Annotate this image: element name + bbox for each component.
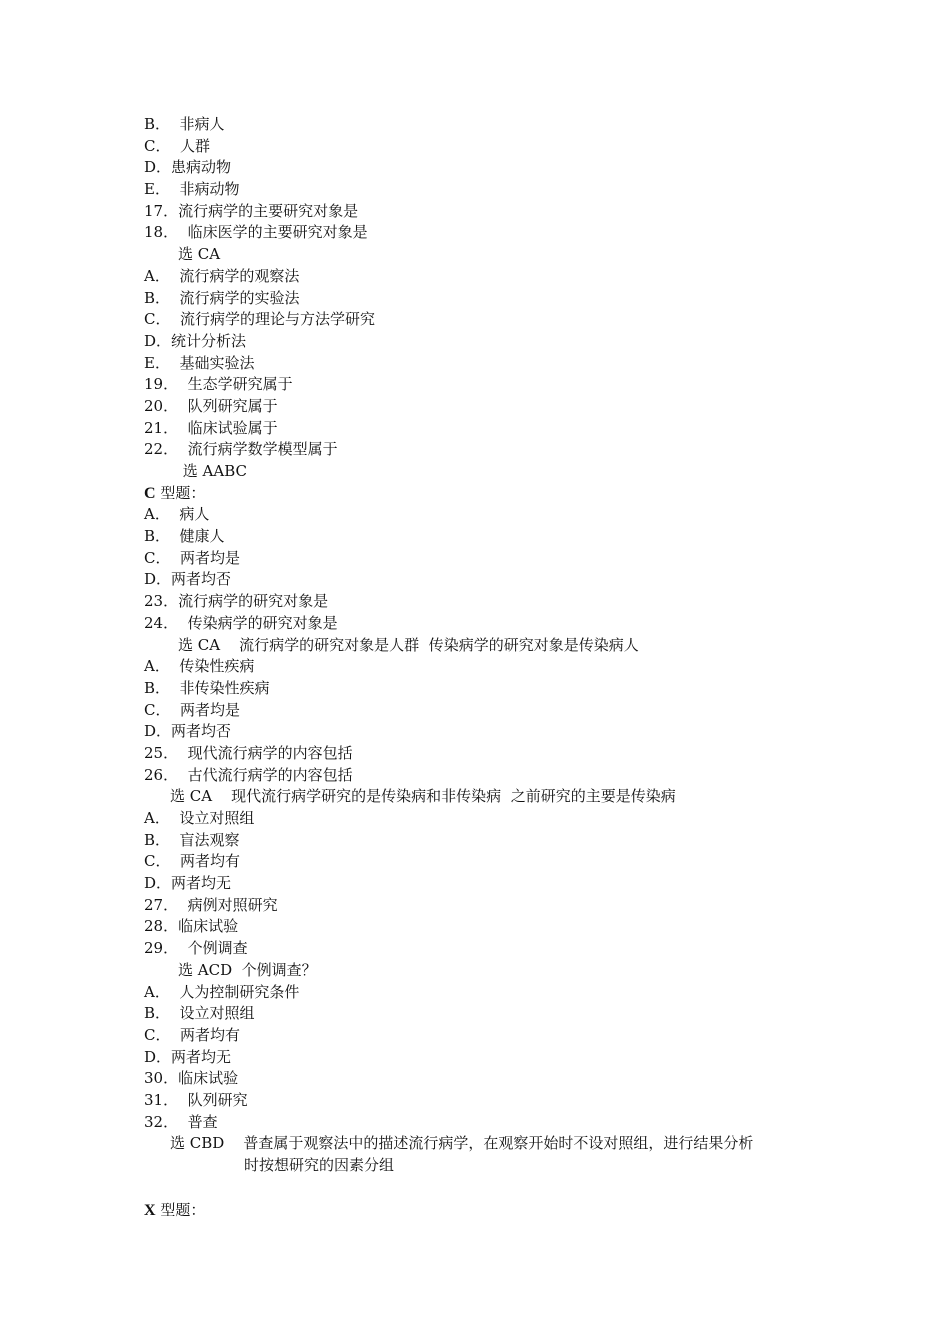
question-line: 21． 临床试验属于 [144,418,278,437]
section-heading-letter: C [144,484,156,502]
section-heading-letter: X [144,1201,156,1219]
question-line: D．患病动物 [144,158,232,177]
question-line: D．两者均无 [144,1047,232,1066]
question-line: A． 传染性疾病 [144,657,255,676]
question-line: 17．流行病学的主要研究对象是 [144,201,359,220]
question-line: B． 非传染性疾病 [144,678,270,697]
question-line: B． 盲法观察 [144,830,240,849]
section-heading [144,1200,844,1222]
question-line: C． 两者均是 [144,700,241,719]
question-line: 19． 生态学研究属于 [144,375,293,394]
question-line: B． 设立对照组 [144,1004,255,1023]
question-line: 20． 队列研究属于 [144,396,278,415]
question-line: D．两者均否 [144,570,232,589]
question-line: A． 流行病学的观察法 [144,266,300,285]
question-line: 25． 现代流行病学的内容包括 [144,743,353,762]
question-line: A． 人为控制研究条件 [144,982,300,1001]
question-line: E． 非病动物 [144,180,240,199]
question-line: D．两者均否 [144,722,232,741]
answer-continuation: 时按想研究的因素分组 [244,1156,395,1174]
blank-gap [144,1177,844,1200]
question-line: 23．流行病学的研究对象是 [144,592,329,611]
question-line: 22． 流行病学数学模型属于 [144,440,338,459]
question-line: 24． 传染病学的研究对象是 [144,613,338,632]
question-line: 18． 临床医学的主要研究对象是 [144,223,368,242]
answer-line: 选 ACD 个例调查？ [178,960,317,979]
question-line: D．两者均无 [144,874,232,893]
question-line: C． 流行病学的理论与方法学研究 [144,310,376,329]
question-line: 28．临床试验 [144,917,239,936]
answer-line: 选 AABC [178,462,247,480]
question-line: 30．临床试验 [144,1069,239,1088]
question-line: D．统计分析法 [144,331,247,350]
question-line: A． 病人 [144,505,210,524]
question-line: 27． 病例对照研究 [144,895,278,914]
answer-line: 选 CA 流行病学的研究对象是人群 传染病学的研究对象是传染病人 [178,635,639,654]
section-heading [144,483,844,505]
question-line: C． 两者均有 [144,1025,241,1044]
question-line: B． 非病人 [144,115,225,133]
question-line: C． 两者均有 [144,852,241,871]
answer-line: 选 CBD 普查属于观察法中的描述流行病学，在观察开始时不设对照组，进行结果分析 [170,1134,754,1153]
answer-line: 选 CA [178,245,221,264]
question-line: 29． 个例调查 [144,939,248,958]
section-heading-label: 型题： [155,483,206,502]
question-line: 32． 普查 [144,1112,218,1131]
question-line: C． 两者均是 [144,548,241,567]
document-page [144,114,844,1221]
answer-line: 选 CA 现代流行病学研究的是传染病和非传染病 之前研究的主要是传染病 [170,787,676,806]
question-line: 26． 古代流行病学的内容包括 [144,765,353,784]
section-heading-label: 型题： [155,1200,206,1219]
question-line: B． 健康人 [144,527,225,546]
question-line: C． 人群 [144,136,211,155]
question-line: 31． 队列研究 [144,1090,248,1109]
question-line: E． 基础实验法 [144,353,255,372]
question-line: B． 流行病学的实验法 [144,288,300,307]
question-line: A． 设立对照组 [144,809,255,827]
